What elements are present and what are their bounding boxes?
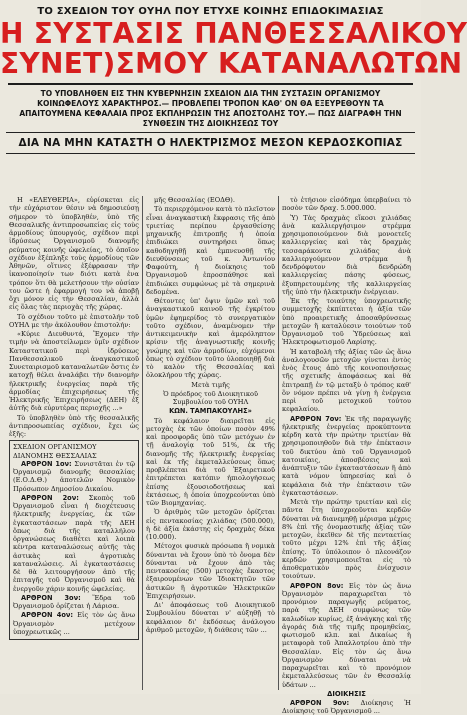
article-text: Διοίκησις Ἡ Διοίκησις τοῦ Ὀργανισμοῦ ... (282, 698, 411, 715)
paragraph: Τὸ κεφάλαιον διαιρεῖται εἰς μετοχὰς ἐκ τῶν ὁποίων ποσὸν 49% καὶ προσφορᾶς ὑπὸ τῶν μετόχων ἐν τῇ ἀναλογίᾳ τοῦ 51%, ἐκ τῆς διανομῆς τῆς ἠλεκτρικῆς ἐνεργείας καὶ ἐκ τῆς ἐκμεταλλεύσεως ὅπως προβλέπεται διὰ τοῦ Ἐξαιρετικοῦ ἐπιτρέπεται κατόπιν ἠπιολογήσεως ἐπίσης ἐξουσιοδοτήσεως καὶ ἐκτάσεως, ἡ ὁποία ὑποχρεούνται ὑπὸ τῶν Βιομηχανίας. (146, 416, 275, 507)
article-column-3 (278, 196, 414, 715)
paragraph: Μετὰ τὴν πρώτην τριετίαν καὶ εἰς πᾶντα ἔτη ὑποχρεοῦνται κερδῶν δύναται νὰ διανεμηθῇ μέρισμα μέχρις 8% ἐπὶ τῆς ὀνομαστικῆς ἀξίας τῶν μετοχῶν, ἐκεῖθεν δὲ τῆς πενταετίας τοῦτο μέχρι 12% ἐπὶ τῆς ἀξίας ἐπίσης. Τὸ ὑπόλοιπον ὁ πλεονάζον κερδῶν χρησιμοποιεῖται εἰς τὸ ἀποθεματικὸν πρὸς ἐνίσχυσιν τοιούτων. (282, 498, 411, 581)
paragraph: Θέτοντες ὑπ' ὄψιν ὑμῶν καὶ τοῦ ἀναγκαστικοῦ καινοῦ τῆς ἐγκρίτου ὑμῶν ἐφημερίδος τὸ συνεργατικὸν τοῦτο σχέδιον, ἀναμένομεν τὴν ἀντικειμενικὴν καὶ ἀμερόληπτον κρίσιν τῆς ἀναγνωστικῆς κοινῆς γνώμης καὶ τῶν ἁρμοδίων, εὐχόμενοι ὅπως τὸ σχέδιον τοῦτο ὑλοποιηθῇ διὰ τὸ καλὸν τῆς Θεσσαλίας καὶ ὁλοκλήρου τῆς χώρας. (146, 297, 275, 380)
article-7 (282, 415, 411, 498)
article-label: ΑΡΘΡΟΝ 3ον: (21, 593, 81, 602)
paragraph: «Κύριε Διευθυντά, Ἔχομεν τὴν τιμὴν νὰ ἀποστείλωμεν ὑμῖν σχέδιον Καταστατικοῦ περὶ ἱδρύσεως Πανθεσσαλικοῦ ἀναγκαστικοῦ Συνεταιρισμοῦ καταναλωτῶν ὅστις ἐν κατοχῇ θέλει ἀναλάβει τὴν διανομὴν ἠλεκτρικῆς ἐνεργείας παρὰ τῆς ἁρμοδίας ἐπιχειρήσεως τῆς Ἠλεκτρικῆς Ἐπιχειρήσεως (ΔΕΗ) ἐξ ἀὐτῆς διὰ εὐρυτέρας περιοχῆς ...» (9, 330, 139, 413)
paragraph: τὸ ἐτήσιον εἰσόδημα ὑπερβαίνει τὸ ποσὸν τῶν δραχ. 5.000.000. (282, 196, 411, 213)
article-label: ΑΡΘΡΟΝ 2ον: (21, 493, 79, 502)
signer-title: Ὁ πρόεδρος τοῦ Διοικητικοῦ Συμβουλίου τοῦ ΟΥΗΛ (163, 389, 258, 406)
section-banner: ΔΙΑ ΝΑ ΜΗΝ ΚΑΤΑΣΤΗ Ο ΗΛΕΚΤΡΙΣΜΟΣ ΜΕΣΟΝ ΚΕΡΔΟΣΚΟΠΙΑΣ (6, 132, 415, 154)
closing: Μετὰ τιμῆς (191, 380, 230, 389)
article-text: Ἕδρα τοῦ Ὀργανισμοῦ ὁρίζεται ἡ Λάρισα. (13, 593, 135, 610)
article-label: ΑΡΘΡΟΝ 8ον: (290, 581, 344, 590)
paragraph: Η «ΕΛΕΥΘΕΡΙΑ», εὐρίσκεται εἰς τὴν εὐχάριστον θέσιν νὰ δημοσιεύσῃ σήμερον τὸ ὑποβληθέν, ὑπὸ τῆς Θεσσαλικῆς ἀντιπροσωπείας εἰς τοὺς ἁρμοδίους ὑπουργούς, σχέδιον περὶ ἱδρύσεως Ὀργανισμοῦ διανομῆς ρεύματος κοινῆς ὠφελείας, τὸ ὁποῖον σχέδιον ἐξέπληξε τοὺς ἁρμοδίους τῶν Ἀθηνῶν, οἵτινες ἐξέφρασαν τὴν ἱκανοποίησίν των διότι κατὰ ἐνα τρόπον ὅτι θὰ μελετήσουν τὴν οὐσίαν του ὥστε ἡ ἐφαρμογή του νὰ ἀποβῇ ὄχι μόνον εἰς τὴν Θεσσαλίαν, ἀλλὰ εἰς ὅλας τὰς περιοχὰς τῆς χώρας. (9, 196, 139, 312)
article-text: Εἰς τὸν ὡς ἄνω Ὀργανισμὸν μετέχουν ὑποχρεωτικῶς ... (13, 611, 135, 636)
paragraph: Δι' ἀποφάσεως τοῦ Διοικητικοῦ Συμβουλίου δύναται ν' αὐξηθῇ τὸ κεφάλαιον δι' ἐκδόσεως ἀνάλογου ἀριθμοῦ μετοχῶν, ἡ διάθεσις τῶν ... (146, 601, 275, 634)
paragraph: Τὸ περιερχόμενον κατὰ τὸ πλεῖστον εἶναι ἀναγκαστικὴ ἔκφρασις τῆς ἀπὸ τριετίας περίπου ἐργασθείσης μηχανικῆς ἐπιτροπῆς ἡ ὁποία ἐπιδιώκει συντηρήσει ὅπως καθοδηγηθῇ καὶ ἐμπνευσθῇ τῆς διευθύνσεως τοῦ κ. Ἀντωνίου Φαφούτη, ἡ διοίκησις τοῦ Ὀργανισμοῦ ἐπροσπάθησε καὶ ἐπιδιώκει συμφώνως μὲ τὰ σημερινὰ δεδομένα. (146, 205, 275, 296)
plan-box (9, 440, 139, 640)
paragraph: Ὁ ἀριθμὸς τῶν μετοχῶν ὁρίζεται εἰς πεντακοσίας χιλιάδας (500.000), ἡ δὲ ἀξία ἑκάστης εἰς δραχμὰς δέκα (10.000). (146, 508, 275, 541)
article-3 (13, 594, 135, 611)
kicker-line: ΤΟ ΣΧΕΔΙΟΝ ΤΟΥ ΟΥΗΛ ΠΟΥ ΕΤΥΧΕ ΚΟΙΝΗΣ ΕΠΙΔΟΚΙΜΑΣΙΑΣ (37, 6, 384, 17)
article-9 (282, 699, 411, 715)
article-4 (13, 611, 135, 636)
paragraph: Τὸ ὑποβληθὲν ὑπὸ τῆς θεσσαλικῆς ἀντιπροσωπείας σχέδιον, ἔχει ὡς ἑξῆς: (9, 413, 139, 438)
paragraph: μῆς Θεσσαλίας (ΕΟΔΘ). (154, 196, 235, 204)
headline-line-1: Η ΣΥΣΤΑΣΙΣ ΠΑΝΘΕΣΣΑΛΙΚΟΥ (0, 17, 467, 50)
subheadline: ΤΟ ΥΠΟΒΛΗΘΕΝ ΕΙΣ ΤΗΝ ΚΥΒΕΡΝΗΣΙΝ ΣΧΕΔΙΟΝ ΔΙΑ ΤΗΝ ΣΥΣΤΑΣΙΝ ΟΡΓΑΝΙΣΜΟΥ ΚΟΙΝΩΦΕΛΟΥΣ ΧΑΡΑΚΤΗΡΟΣ.— ΠΡΟΒΛΕΠΕΙ ΤΡΟΠΟΝ ΚΑΘ' ΟΝ ΘΑ ΕΞΕΥΡΕΘΟΥΝ ΤΑ ΑΠΑΙΤΟΥΜΕΝΑ ΚΕΦΑΛΑΙΑ ΠΡΟΣ ΕΚΠΛΗΡΩΣΙΝ ΤΗΣ ΑΠΟΣΤΟΛΗΣ ΤΟΥ.— ΠΩΣ ΔΙΑΓΡΑΦΗ ΤΗΝ ΣΥΝΘΕΣΙΝ ΤΗΣ ΔΙΟΙΚΗΣΕΩΣ ΤΟΥ (19, 89, 402, 128)
section-label-administration: ΔΙΟΙΚΗΣΙΣ (327, 689, 366, 698)
paragraph: Μέτοχοι φυσικὰ πρόσωπα ἢ νομικὰ δύνανται νὰ ἔχουν ὑπὸ τὸ ὄνομα δὲν δύνανται νὰ ἔχουν ἀπὸ τὰς πεντακοσίας (500) μετοχὰς ἕκαστος ἐξαιρουμένων τῶν Ἰδιοκτητῶν τῶν ἀστικῶν ἢ ἀγροτικῶν Ἠλεκτρικῶν Ἐπιχειρήσεων. (146, 542, 275, 600)
signature: ΚΩΝ. ΤΑΜΠΑΚΟΥΛΗΣ» (169, 407, 252, 416)
paragraph: Ἐκ τῆς τοιαύτης ὑποχρεωτικῆς συμμετοχῆς ἐκπίπτεται ἡ ἀξία τῶν ὑπὸ προαιρετικῆς ἀποσαθρύνσεως μετοχῶν ἢ καταλύεσιν τοιούτων τοῦ Ὀργανισμοῦ τοῦ Ὑδρεύσεως καὶ Ἠλεκτροφωτισμοῦ Λαρίσης. (282, 297, 411, 347)
article-1 (13, 460, 135, 493)
paragraph: Ὑ) Τὰς δραχμὰς εἴκοσι χιλιάδας ἀνὰ καλλιεργήσιμον στρέμμα χρησιμοποιούμενον διὰ μονοετεῖς καλλιεργείας καὶ τὰς δραχμὰς τεσσαράκοντα χιλιάδας ἀνὰ καλλιεργούμενον στρέμμα ἢ δενδρόφυτον διὰ δενδρώδη καλλιεργείας πάσης φύσεως, ἐξυπηρετουμένης τῆς καλλιεργείας τῆς ὑπὸ τὴν ἠλεκτρικὴν ἐνέργειαν. (282, 213, 411, 296)
paragraph: Ἡ καταβολὴ τῆς ἀξίας τῶν ὡς ἄνω ἀναλογουσῶν μετοχῶν γίνεται ἐντὸς ἑνὸς ἔτους ἀπὸ τῆς κοινοποιήσεως τῆς σχετικῆς ἀποφάσεως καὶ θὰ ἐπιτραπῇ ἐν τῷ μεταξὺ ὁ τρόπος καθ' ὃν νόμον πρέπει νὰ γίνῃ ἡ ἐνέργεια περὶ τοῦ μετοχικοῦ τούτου κεφαλαίου. (282, 347, 411, 414)
article-label: ΑΡΘΡΟΝ 7ον: (290, 414, 342, 423)
headline-line-2: ΣΥΝΕΤ)ΣΜΟΥ ΚΑΤΑΝΑΛΩΤΩΝ (0, 47, 463, 80)
article-text: Εἰς τὸν ὡς ἄνω Ὀργανισμὸν παραχωρεῖται τὸ προνόμιον παραγωγῆς ρεύματος, παρὰ τῆς ΔΕΗ συμφώνως τῶν καλωδίων κυρίως, ἐξ ἀνάγκης καὶ τῆς ἀγοράς διὰ τῆς τιμῆς προμηθείας, φωτισμοῦ κλπ. καὶ Δικαίως ἡ μεταφορὰ τοῦ Ἀπαλλοτρίου ἀπὸ τὴν Θεσσαλίαν. Εἰς τὸν ὡς ἄνω Ὀργανισμὸν δύναται νὰ παραχωρεῖται καὶ τὸ προνόμιον ἐκμεταλλεύσεως τῶν ἐν Θεσσαλίᾳ ὑδάτων ... (282, 581, 411, 689)
article-label: ΑΡΘΡΟΝ 4ον: (21, 611, 74, 620)
box-title-2: ΔΙΑΝΟΜΗΣ ΘΕΣΣΑΛΙΑΣ (13, 451, 97, 460)
article-2 (13, 494, 135, 593)
article-label: ΑΡΘΡΟΝ 1ον: (21, 459, 72, 468)
divider-rule (8, 83, 413, 85)
article-text: Ἐκ τῆς παραγωγῆς ἠλεκτρικῆς ἐνεργείας προκύπτοντα κέρδη κατὰ τὴν πρώτην τριετίαν θὰ χρησιμοποιηθοῦν διὰ τὴν ἐπέκτασιν τοῦ δικτύου ἀπὸ τοῦ Ὀργανισμοῦ κατοικίαις, ἀποσβέσεις καὶ ἀνάπτυξιν τῶν ἐγκαταστάσεων ἢ ἀπὸ κατὰ νόμον ὑπηρεσίας καὶ ὁ κεφάλαια διὰ τὴν ἐπέκτασιν τῶν ἐγκαταστάσεων. (282, 414, 411, 497)
paragraph: Τὸ σχέδιον τοῦτο μὲ ἐπιστολήν τοῦ ΟΥΗΛ με τὴν ἀκόλουθον ἐπιστολήν: (9, 312, 139, 329)
headline (0, 17, 467, 81)
article-label: ΑΡΘΡΟΝ 9ον: (290, 698, 350, 707)
article-text: Σκοπὸς τοῦ Ὀργανισμοῦ εἶναι ἡ διοχέτευσις ἠλεκτρικῆς ἐνεργείας, ἐκ τῶν ἐγκαταστάσεων παρὰ τῆς ΔΕΗ ὅπως διὰ τῆς καταλλήλου ὀργανώσεως διαθέτει καὶ λοιπὰ κέντρα καταναλώσεως αὐτῆς τὰς ἀστικὰς καὶ ἀγροτικὰς καταναλώσεις. Αἱ ἐγκαταστάσεις δὲ θὰ λειτουργήσουν ἀπὸ τῆς ἐπιταγῆς τοῦ Ὀργανισμοῦ καὶ θὰ ἐνεργοῦν χάριν κοινῆς ὠφελείας. (13, 493, 135, 593)
article-columns (6, 196, 415, 715)
article-column-2 (142, 196, 278, 690)
article-8 (282, 582, 411, 689)
box-title-1: ΣΧΕΔΙΟΝ ΟΡΓΑΝΙΣΜΟΥ (13, 443, 97, 452)
article-text: Συνιστᾶται ἐν τῷ Ὀργανισμῷ διανομῆς θεσσαλίας (Ε.Ο.Δ.Θ.) ἀποτελῶν Νομικὸν Πρόσωπον Δημοσίου Δικαίου. (13, 459, 135, 493)
article-column-1 (6, 196, 142, 690)
